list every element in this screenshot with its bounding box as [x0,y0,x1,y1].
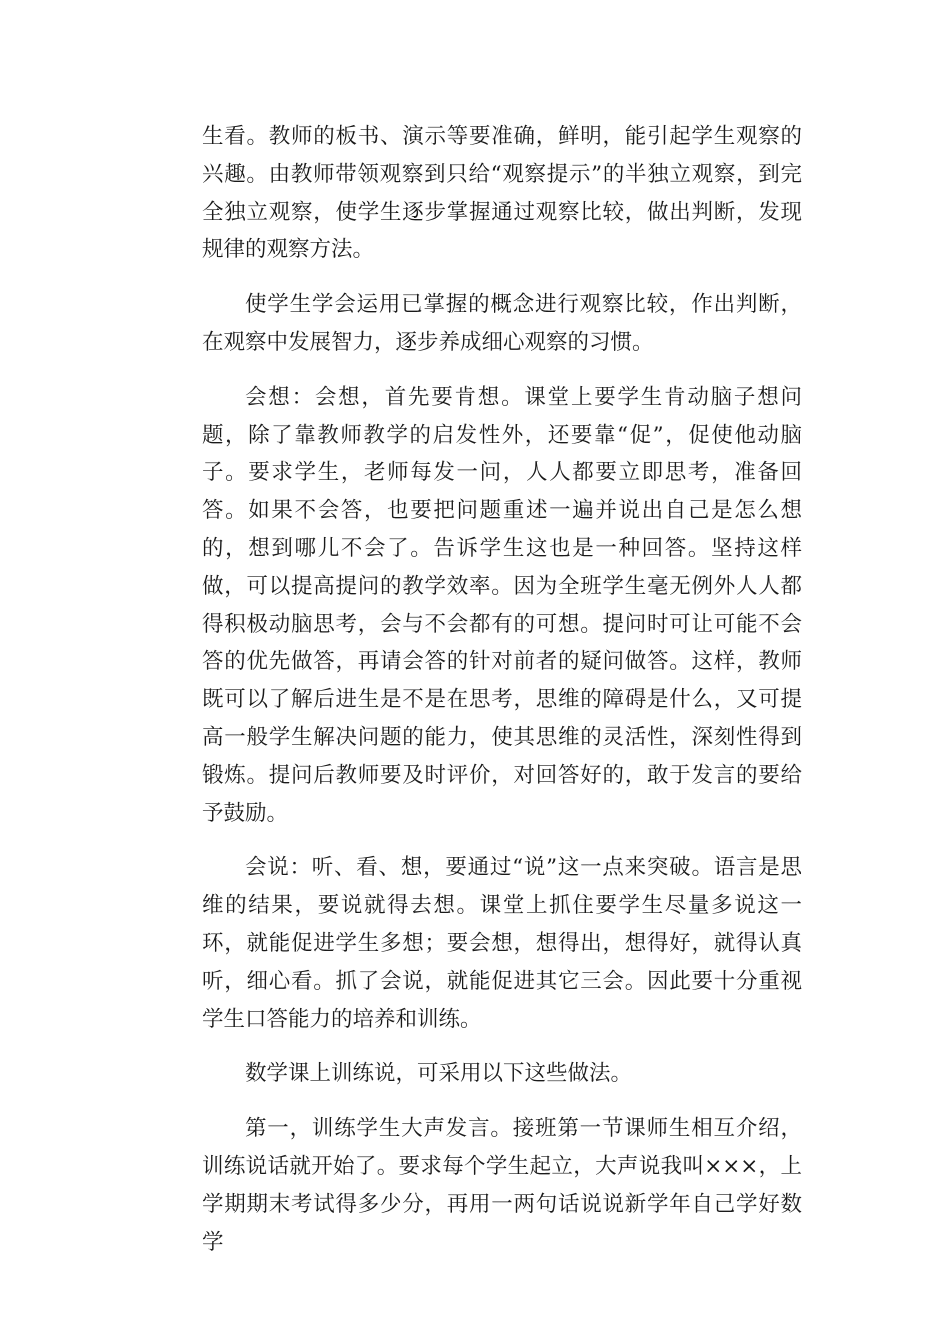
paragraph-observation-habit: 使学生学会运用已掌握的概念进行观察比较，作出判断，在观察中发展智力，逐步养成细心观察的习惯。 [202,292,802,355]
body-text [202,118,802,1278]
paragraph-continued: 生看。教师的板书、演示等要准确，鲜明，能引起学生观察的兴趣。由教师带领观察到只给“观察提示”的半独立观察，到完全独立观察，使学生逐步掌握通过观察比较，做出判断，发现规律的观察方法。 [202,124,802,263]
paragraph-methods-intro: 数学课上训练说，可采用以下这些做法。 [245,1061,633,1087]
paragraph-speak: 会说：听、看、想，要通过“说”这一点来突破。语言是思维的结果，要说就得去想。课堂上抓住要学生尽量多说这一环，就能促进学生多想；要会想，想得出，想得好，就得认真听，细心看。抓了会说，就能促进其它三会。因此要十分重视学生口答能力的培养和训练。 [202,855,802,1032]
paragraph-think: 会想：会想，首先要肯想。课堂上要学生肯动脑子想问题，除了靠教师教学的启发性外，还要靠“促”，促使他动脑子。要求学生，老师每发一问，人人都要立即思考，准备回答。如果不会答，也要把问题重述一遍并说出自己是怎么想的，想到哪儿不会了。告诉学生这也是一种回答。坚持这样做，可以提高提问的教学效率。因为全班学生毫无例外人人都得积极动脑思考，会与不会都有的可想。提问时可让可能不会答的优先做答，再请会答的针对前者的疑问做答。这样，教师既可以了解后进生是不是在思考，思维的障碍是什么，又可提高一般学生解决问题的能力，使其思维的灵活性，深刻性得到锻炼。提问后教师要及时评价，对回答好的，敢于发言的要给予鼓励。 [202,384,802,826]
paragraph-first-method: 第一，训练学生大声发言。接班第一节课师生相互介绍，训练说话就开始了。要求每个学生起立，大声说我叫×××，上学期期末考试得多少分，再用一两句话说说新学年自己学好数学 [202,1116,802,1255]
